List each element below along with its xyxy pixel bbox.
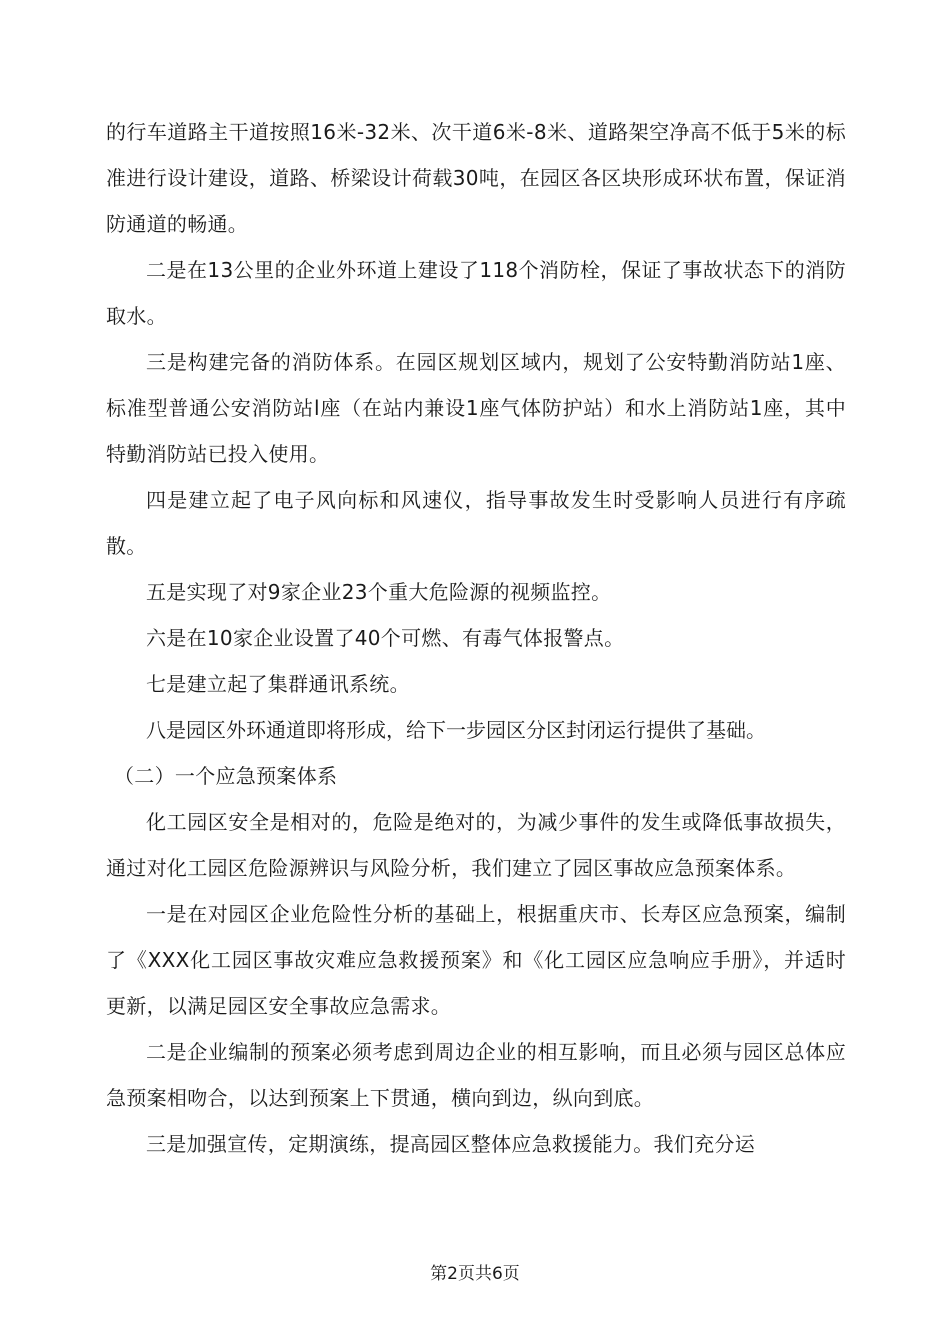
paragraph-ring-road: 八是园区外环通道即将形成，给下一步园区分区封闭运行提供了基础。: [146, 718, 766, 742]
paragraph-road-standards: 的行车道路主干道按照16米-32米、次干道6米-8米、道路架空净高不低于5米的标准进行设计建设，道路、桥梁设计荷载30吨，在园区各区块形成环状布置，保证消防通道的畅通。: [106, 120, 846, 236]
paragraph-drills: 三是加强宣传，定期演练，提高园区整体应急救援能力。我们充分运: [146, 1132, 755, 1156]
paragraph-safety-relative: 化工园区安全是相对的，危险是绝对的，为减少事件的发生或降低事故损失，通过对化工园区危险源辨识与风险分析，我们建立了园区事故应急预案体系。: [106, 810, 846, 880]
section-heading-emergency-plan: （二）一个应急预案体系: [114, 764, 338, 788]
paragraph-gas-alarms: 六是在10家企业设置了40个可燃、有毒气体报警点。: [146, 626, 625, 650]
paragraph-video-monitoring: 五是实现了对9家企业23个重大危险源的视频监控。: [146, 580, 612, 604]
paragraph-fire-system: 三是构建完备的消防体系。在园区规划区域内，规划了公安特勤消防站1座、标准型普通公安消防站l座（在站内兼设1座气体防护站）和水上消防站1座，其中特勤消防站已投入使用。: [106, 350, 846, 466]
paragraph-enterprise-plans: 二是企业编制的预案必须考虑到周边企业的相互影响，而且必须与园区总体应急预案相吻合，以达到预案上下贯通，横向到边，纵向到底。: [106, 1040, 846, 1110]
paragraph-fire-hydrants: 二是在13公里的企业外环道上建设了118个消防栓，保证了事故状态下的消防取水。: [106, 258, 846, 328]
page-footer: 第2页共6页: [430, 1264, 520, 1284]
document-body: [106, 109, 846, 1167]
paragraph-plan-compilation: 一是在对园区企业危险性分析的基础上，根据重庆市、长寿区应急预案，编制了《XXX化工园区事故灾难应急救援预案》和《化工园区应急响应手册》，并适时更新，以满足园区安全事故应急需求。: [106, 902, 846, 1018]
paragraph-wind-instruments: 四是建立起了电子风向标和风速仪，指导事故发生时受影响人员进行有序疏散。: [106, 488, 846, 558]
paragraph-trunking-system: 七是建立起了集群通讯系统。: [146, 672, 410, 696]
